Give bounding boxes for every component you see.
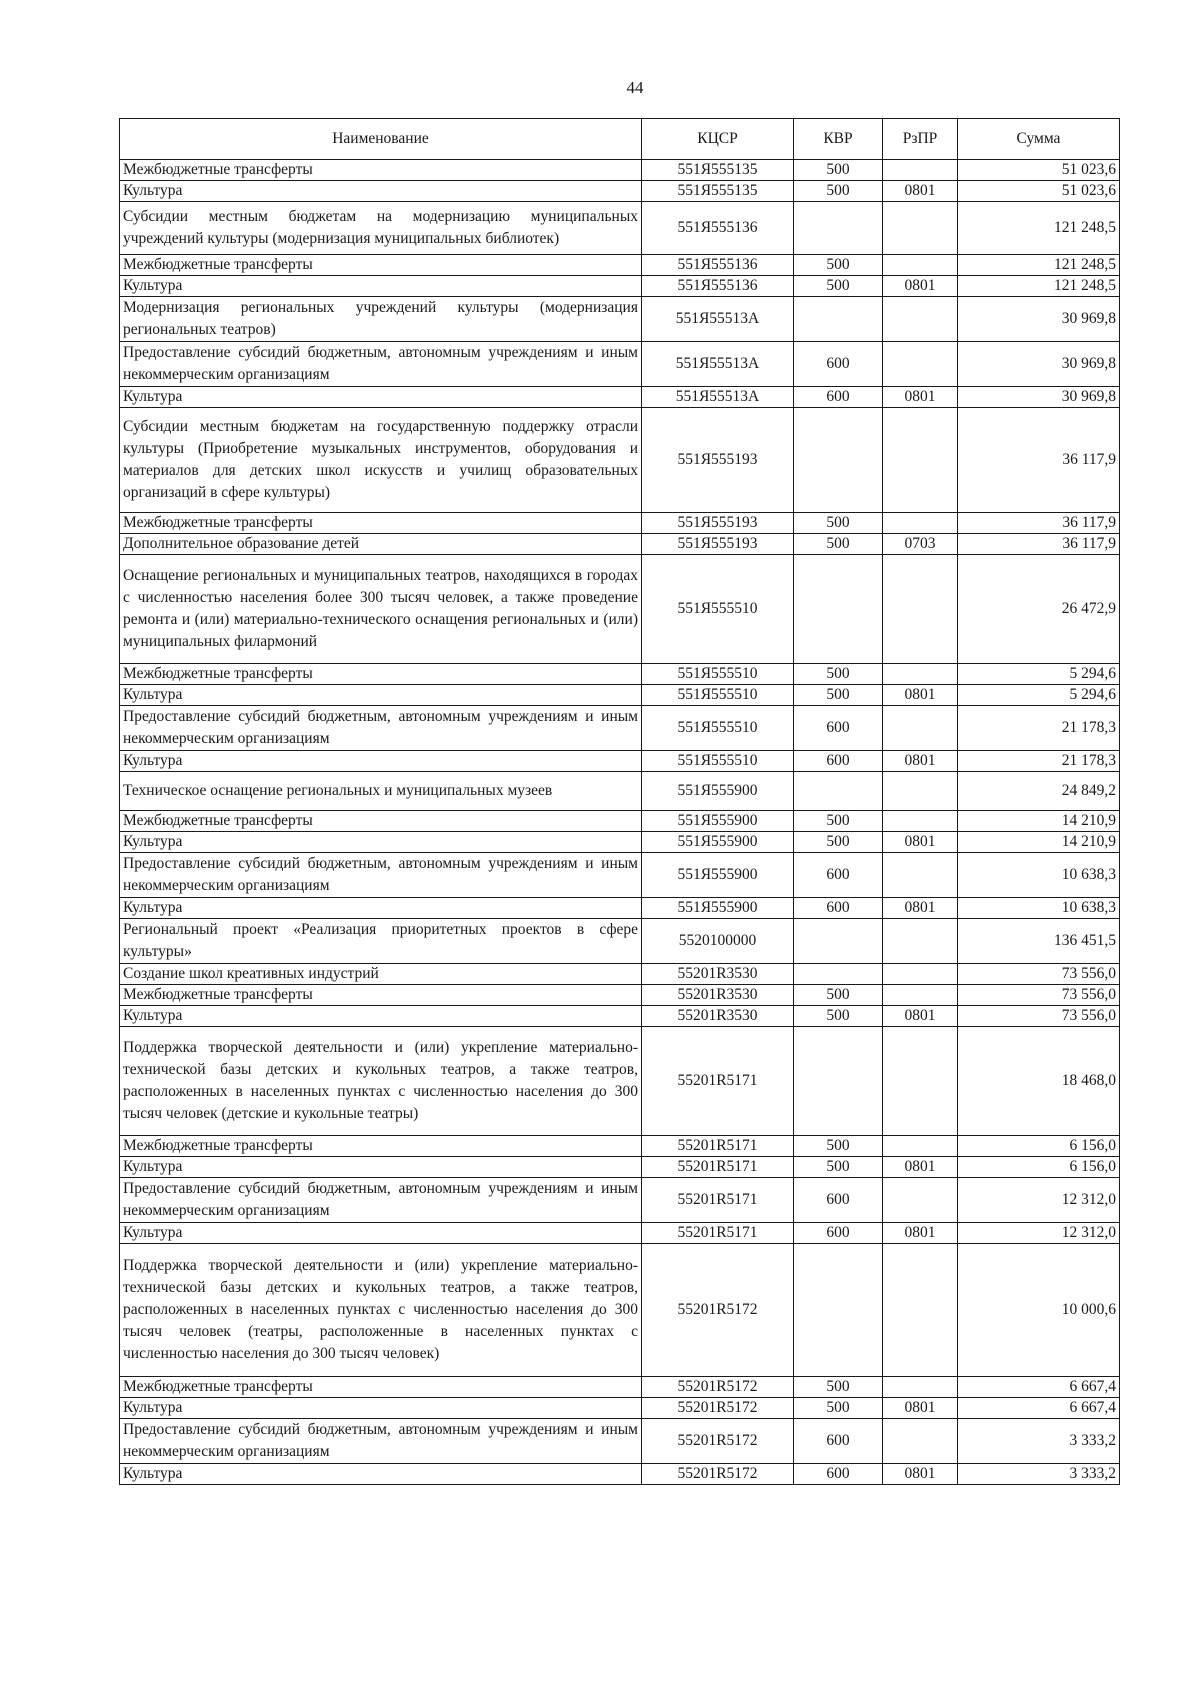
cell-sum: 36 117,9 — [958, 408, 1120, 513]
cell-rzpr: 0801 — [883, 1398, 958, 1419]
table-row — [120, 276, 1120, 297]
cell-rzpr — [883, 555, 958, 664]
cell-rzpr — [883, 706, 958, 751]
cell-kvr: 600 — [794, 1464, 883, 1485]
table-row — [120, 772, 1120, 811]
cell-rzpr: 0801 — [883, 1157, 958, 1178]
cell-name: Культура — [120, 276, 642, 297]
cell-kvr — [794, 297, 883, 342]
table-row — [120, 1136, 1120, 1157]
cell-sum: 3 333,2 — [958, 1464, 1120, 1485]
cell-kvr: 600 — [794, 706, 883, 751]
cell-sum: 18 468,0 — [958, 1027, 1120, 1136]
cell-name: Культура — [120, 1464, 642, 1485]
cell-name: Предоставление субсидий бюджетным, автономным учреждениям и иным некоммерческим организациям — [120, 706, 642, 751]
table-row — [120, 1006, 1120, 1027]
cell-name: Предоставление субсидий бюджетным, автономным учреждениям и иным некоммерческим организациям — [120, 1419, 642, 1464]
table-row — [120, 832, 1120, 853]
cell-kcsr: 551Я555193 — [642, 408, 794, 513]
table-row — [120, 387, 1120, 408]
cell-kvr: 500 — [794, 1136, 883, 1157]
cell-name: Культура — [120, 1006, 642, 1027]
cell-kcsr: 551Я555900 — [642, 853, 794, 898]
table-row — [120, 898, 1120, 919]
cell-rzpr: 0801 — [883, 181, 958, 202]
cell-kcsr: 55201R3530 — [642, 1006, 794, 1027]
cell-kcsr: 55201R5171 — [642, 1157, 794, 1178]
cell-name: Техническое оснащение региональных и муниципальных музеев — [120, 772, 642, 811]
cell-rzpr: 0801 — [883, 832, 958, 853]
cell-rzpr — [883, 1419, 958, 1464]
cell-rzpr — [883, 160, 958, 181]
table-row — [120, 255, 1120, 276]
cell-kvr: 500 — [794, 1377, 883, 1398]
cell-kcsr: 551Я555135 — [642, 160, 794, 181]
cell-kcsr: 551Я555510 — [642, 751, 794, 772]
cell-kvr — [794, 408, 883, 513]
cell-kvr — [794, 1244, 883, 1377]
cell-kvr — [794, 964, 883, 985]
cell-rzpr: 0801 — [883, 1006, 958, 1027]
cell-kvr: 500 — [794, 255, 883, 276]
cell-kvr: 600 — [794, 387, 883, 408]
cell-rzpr: 0801 — [883, 1464, 958, 1485]
table-row — [120, 513, 1120, 534]
cell-kcsr: 55201R5172 — [642, 1419, 794, 1464]
cell-kvr: 600 — [794, 1178, 883, 1223]
cell-name: Предоставление субсидий бюджетным, автономным учреждениям и иным некоммерческим организациям — [120, 853, 642, 898]
cell-sum: 10 000,6 — [958, 1244, 1120, 1377]
cell-sum: 21 178,3 — [958, 751, 1120, 772]
table-row — [120, 342, 1120, 387]
cell-rzpr — [883, 255, 958, 276]
cell-sum: 73 556,0 — [958, 964, 1120, 985]
cell-name: Культура — [120, 1398, 642, 1419]
page-number: 44 — [626, 78, 644, 97]
cell-sum: 136 451,5 — [958, 919, 1120, 964]
cell-name: Модернизация региональных учреждений культуры (модернизация региональных театров) — [120, 297, 642, 342]
table-row — [120, 1377, 1120, 1398]
cell-rzpr: 0801 — [883, 898, 958, 919]
cell-sum: 6 667,4 — [958, 1398, 1120, 1419]
cell-sum: 30 969,8 — [958, 387, 1120, 408]
table-row — [120, 555, 1120, 664]
cell-rzpr — [883, 853, 958, 898]
cell-kvr — [794, 1027, 883, 1136]
table-row — [120, 1419, 1120, 1464]
table-row — [120, 1178, 1120, 1223]
cell-sum: 6 156,0 — [958, 1136, 1120, 1157]
cell-kcsr: 551Я55513А — [642, 387, 794, 408]
cell-name: Культура — [120, 387, 642, 408]
cell-kcsr: 551Я555510 — [642, 706, 794, 751]
cell-kvr — [794, 919, 883, 964]
cell-kvr: 600 — [794, 1223, 883, 1244]
cell-kvr: 500 — [794, 664, 883, 685]
cell-sum: 30 969,8 — [958, 297, 1120, 342]
cell-rzpr — [883, 513, 958, 534]
cell-name: Региональный проект «Реализация приоритетных проектов в сфере культуры» — [120, 919, 642, 964]
cell-name: Межбюджетные трансферты — [120, 513, 642, 534]
cell-kcsr: 55201R5172 — [642, 1244, 794, 1377]
cell-rzpr: 0703 — [883, 534, 958, 555]
cell-sum: 3 333,2 — [958, 1419, 1120, 1464]
cell-kcsr: 5520100000 — [642, 919, 794, 964]
cell-kvr: 500 — [794, 685, 883, 706]
cell-kcsr: 55201R5171 — [642, 1178, 794, 1223]
cell-sum: 73 556,0 — [958, 985, 1120, 1006]
cell-sum: 121 248,5 — [958, 255, 1120, 276]
cell-rzpr: 0801 — [883, 1223, 958, 1244]
table-row — [120, 706, 1120, 751]
table-row — [120, 181, 1120, 202]
cell-sum: 10 638,3 — [958, 853, 1120, 898]
cell-name: Культура — [120, 685, 642, 706]
table-row — [120, 811, 1120, 832]
table-row — [120, 964, 1120, 985]
cell-kcsr: 55201R5171 — [642, 1223, 794, 1244]
table-row — [120, 685, 1120, 706]
cell-name: Культура — [120, 751, 642, 772]
cell-name: Межбюджетные трансферты — [120, 664, 642, 685]
cell-kvr: 500 — [794, 513, 883, 534]
table-row — [120, 297, 1120, 342]
cell-sum: 14 210,9 — [958, 832, 1120, 853]
cell-name: Создание школ креативных индустрий — [120, 964, 642, 985]
cell-rzpr — [883, 1178, 958, 1223]
table-row — [120, 664, 1120, 685]
cell-kcsr: 55201R3530 — [642, 964, 794, 985]
cell-sum: 5 294,6 — [958, 685, 1120, 706]
table-row — [120, 985, 1120, 1006]
header-rzpr: РзПР — [883, 119, 958, 160]
table-row — [120, 1027, 1120, 1136]
header-kcsr: КЦСР — [642, 119, 794, 160]
cell-rzpr — [883, 1136, 958, 1157]
cell-name: Межбюджетные трансферты — [120, 985, 642, 1006]
cell-sum: 73 556,0 — [958, 1006, 1120, 1027]
cell-name: Культура — [120, 1223, 642, 1244]
cell-name: Оснащение региональных и муниципальных театров, находящихся в городах с численностью населения более 300 тысяч человек, а также проведение ремонта и (или) материально-технического оснащения региональных и (или) муниципальных филармоний — [120, 555, 642, 664]
cell-name: Культура — [120, 181, 642, 202]
cell-name: Межбюджетные трансферты — [120, 255, 642, 276]
table-row — [120, 534, 1120, 555]
table-row — [120, 408, 1120, 513]
cell-kvr — [794, 555, 883, 664]
cell-name: Межбюджетные трансферты — [120, 1377, 642, 1398]
cell-name: Культура — [120, 832, 642, 853]
cell-sum: 10 638,3 — [958, 898, 1120, 919]
cell-kvr: 600 — [794, 1419, 883, 1464]
table-row — [120, 1398, 1120, 1419]
cell-kvr: 600 — [794, 751, 883, 772]
cell-name: Предоставление субсидий бюджетным, автономным учреждениям и иным некоммерческим организациям — [120, 1178, 642, 1223]
cell-kcsr: 55201R5172 — [642, 1398, 794, 1419]
cell-rzpr: 0801 — [883, 387, 958, 408]
cell-kcsr: 55201R3530 — [642, 985, 794, 1006]
cell-sum: 12 312,0 — [958, 1178, 1120, 1223]
cell-kcsr: 55201R5171 — [642, 1027, 794, 1136]
cell-name: Межбюджетные трансферты — [120, 160, 642, 181]
cell-kvr: 500 — [794, 1157, 883, 1178]
cell-sum: 30 969,8 — [958, 342, 1120, 387]
cell-kcsr: 551Я555135 — [642, 181, 794, 202]
cell-rzpr — [883, 811, 958, 832]
cell-name: Субсидии местным бюджетам на государственную поддержку отрасли культуры (Приобретение музыкальных инструментов, оборудования и материалов для детских школ искусств и училищ образовательных организаций в сфере культуры) — [120, 408, 642, 513]
cell-rzpr — [883, 664, 958, 685]
table-row — [120, 202, 1120, 255]
cell-rzpr — [883, 202, 958, 255]
cell-name: Межбюджетные трансферты — [120, 811, 642, 832]
cell-kcsr: 551Я55513А — [642, 342, 794, 387]
cell-kcsr: 551Я55513А — [642, 297, 794, 342]
cell-kcsr: 551Я555900 — [642, 772, 794, 811]
cell-kcsr: 551Я555136 — [642, 276, 794, 297]
table-row — [120, 1157, 1120, 1178]
cell-kcsr: 551Я555900 — [642, 898, 794, 919]
cell-kvr: 500 — [794, 1398, 883, 1419]
table-body — [120, 160, 1120, 1485]
cell-kvr: 500 — [794, 160, 883, 181]
cell-kvr: 500 — [794, 181, 883, 202]
cell-kvr: 600 — [794, 853, 883, 898]
cell-sum: 51 023,6 — [958, 181, 1120, 202]
table-row — [120, 1464, 1120, 1485]
cell-kcsr: 551Я555900 — [642, 832, 794, 853]
cell-rzpr: 0801 — [883, 276, 958, 297]
cell-sum: 36 117,9 — [958, 534, 1120, 555]
cell-kvr: 500 — [794, 811, 883, 832]
cell-kvr: 500 — [794, 985, 883, 1006]
cell-rzpr — [883, 964, 958, 985]
cell-rzpr: 0801 — [883, 751, 958, 772]
table-row — [120, 853, 1120, 898]
cell-kcsr: 551Я555136 — [642, 202, 794, 255]
cell-rzpr — [883, 408, 958, 513]
cell-rzpr: 0801 — [883, 685, 958, 706]
cell-name: Культура — [120, 1157, 642, 1178]
budget-table — [119, 118, 1120, 1485]
cell-name: Межбюджетные трансферты — [120, 1136, 642, 1157]
cell-name: Поддержка творческой деятельности и (или) укрепление материально-технической базы детских и кукольных театров, а также театров, расположенных в населенных пунктах с численностью населения до 300 тысяч человек (детские и кукольные театры) — [120, 1027, 642, 1136]
cell-kcsr: 551Я555510 — [642, 555, 794, 664]
table-row — [120, 160, 1120, 181]
cell-sum: 36 117,9 — [958, 513, 1120, 534]
header-kvr: КВР — [794, 119, 883, 160]
cell-kcsr: 551Я555900 — [642, 811, 794, 832]
cell-kvr: 500 — [794, 1006, 883, 1027]
cell-kcsr: 551Я555136 — [642, 255, 794, 276]
cell-name: Культура — [120, 898, 642, 919]
cell-kvr — [794, 772, 883, 811]
cell-sum: 6 667,4 — [958, 1377, 1120, 1398]
cell-kcsr: 55201R5172 — [642, 1377, 794, 1398]
cell-kcsr: 55201R5171 — [642, 1136, 794, 1157]
table-row — [120, 919, 1120, 964]
table-row — [120, 1223, 1120, 1244]
table-row — [120, 751, 1120, 772]
cell-rzpr — [883, 919, 958, 964]
cell-sum: 121 248,5 — [958, 276, 1120, 297]
cell-rzpr — [883, 1244, 958, 1377]
cell-kvr: 600 — [794, 342, 883, 387]
cell-kcsr: 551Я555193 — [642, 534, 794, 555]
cell-rzpr — [883, 1027, 958, 1136]
cell-sum: 6 156,0 — [958, 1157, 1120, 1178]
cell-name: Предоставление субсидий бюджетным, автономным учреждениям и иным некоммерческим организациям — [120, 342, 642, 387]
cell-name: Поддержка творческой деятельности и (или) укрепление материально-технической базы детских и кукольных театров, а также театров, расположенных в населенных пунктах с численностью населения до 300 тысяч человек (театры, расположенные в населенных пунктах с численностью населения до 300 тысяч человек) — [120, 1244, 642, 1377]
table-header-row — [120, 119, 1120, 160]
cell-rzpr — [883, 985, 958, 1006]
table-row — [120, 1244, 1120, 1377]
cell-name: Субсидии местным бюджетам на модернизацию муниципальных учреждений культуры (модернизация муниципальных библиотек) — [120, 202, 642, 255]
cell-sum: 51 023,6 — [958, 160, 1120, 181]
cell-sum: 5 294,6 — [958, 664, 1120, 685]
cell-kcsr: 551Я555193 — [642, 513, 794, 534]
cell-rzpr — [883, 1377, 958, 1398]
cell-sum: 26 472,9 — [958, 555, 1120, 664]
cell-sum: 121 248,5 — [958, 202, 1120, 255]
cell-kcsr: 551Я555510 — [642, 685, 794, 706]
cell-kcsr: 551Я555510 — [642, 664, 794, 685]
cell-kvr: 600 — [794, 898, 883, 919]
cell-sum: 24 849,2 — [958, 772, 1120, 811]
cell-rzpr — [883, 772, 958, 811]
cell-sum: 14 210,9 — [958, 811, 1120, 832]
cell-kvr: 500 — [794, 832, 883, 853]
cell-name: Дополнительное образование детей — [120, 534, 642, 555]
cell-sum: 12 312,0 — [958, 1223, 1120, 1244]
cell-rzpr — [883, 342, 958, 387]
cell-rzpr — [883, 297, 958, 342]
header-sum: Сумма — [958, 119, 1120, 160]
cell-kcsr: 55201R5172 — [642, 1464, 794, 1485]
cell-kvr: 500 — [794, 534, 883, 555]
cell-kvr — [794, 202, 883, 255]
header-name: Наименование — [120, 119, 642, 160]
cell-kvr: 500 — [794, 276, 883, 297]
cell-sum: 21 178,3 — [958, 706, 1120, 751]
